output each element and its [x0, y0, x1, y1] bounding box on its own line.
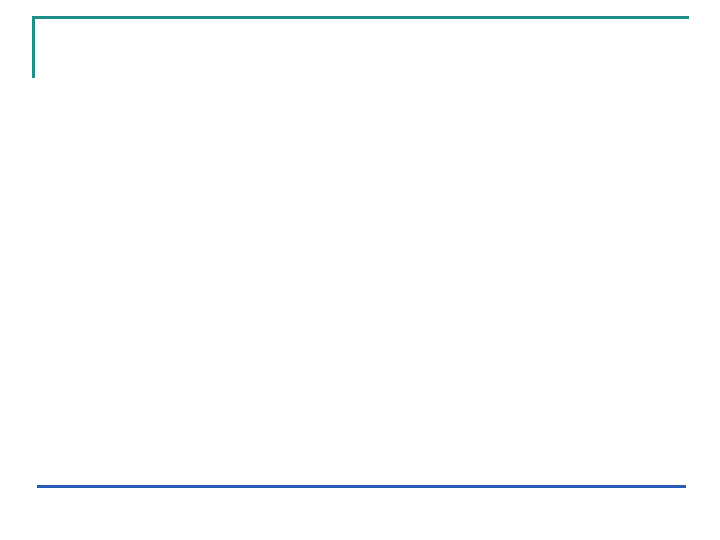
top-decorative-rule — [32, 16, 689, 19]
bottom-decorative-rule — [37, 485, 686, 488]
left-decorative-rule — [32, 16, 35, 78]
